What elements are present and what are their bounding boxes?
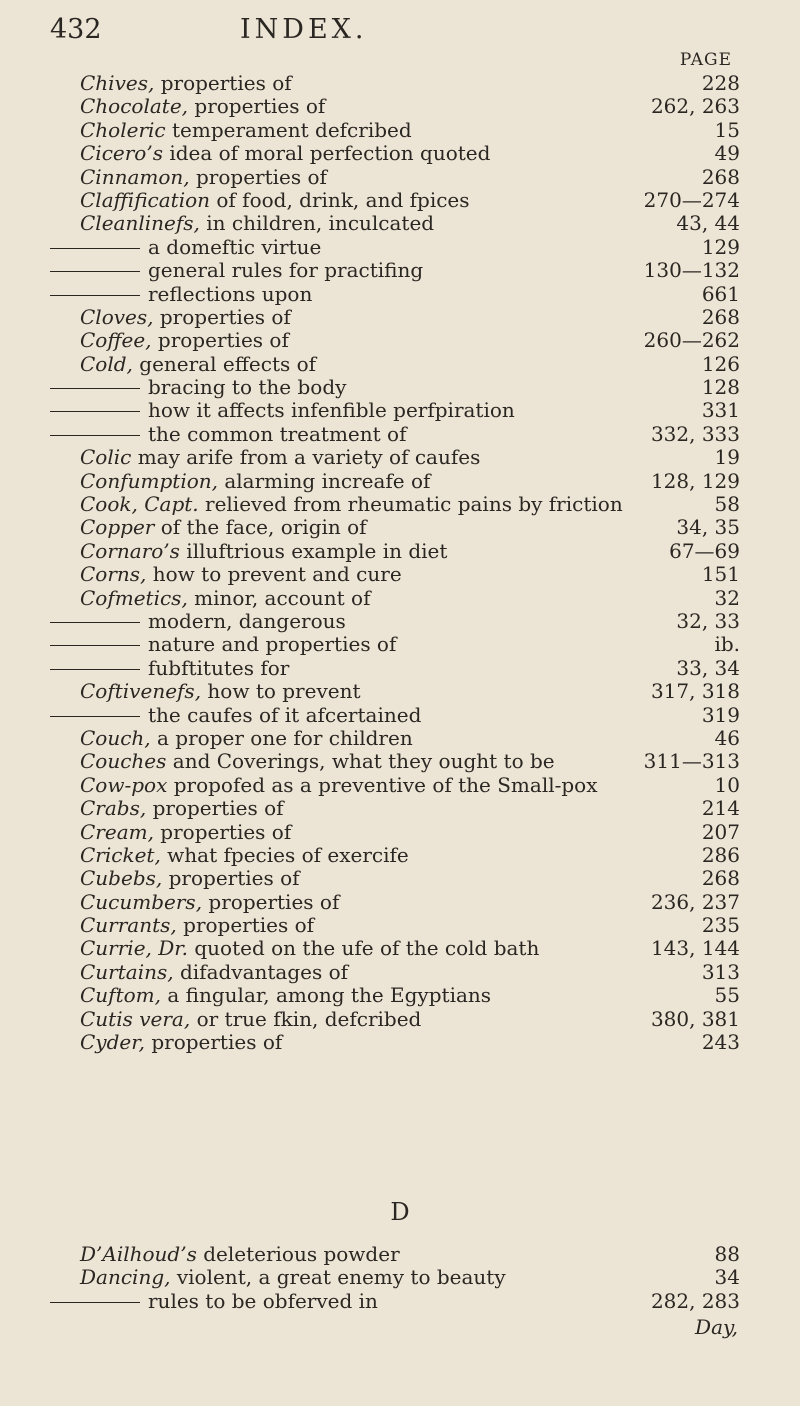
entry-text: properties of: [144, 1030, 283, 1055]
entry-page: ib.: [714, 632, 740, 657]
index-entry: [0, 1008, 800, 1031]
entry-text: a fingular, among the Egyptians: [161, 983, 492, 1008]
entry-text: or true fkin, defcribed: [190, 1006, 422, 1031]
entry-text: properties of: [154, 71, 292, 95]
entry-heading: Couches: [80, 749, 167, 774]
entry-text: bracing to the body: [148, 375, 347, 400]
entry-page: 207: [701, 819, 740, 844]
entry-label: [80, 470, 430, 493]
index-entries-d: [0, 1243, 800, 1313]
entry-text: and Coverings, what they ought to be: [166, 749, 555, 774]
entry-page: 661: [701, 281, 740, 306]
entry-heading: Cicero’s: [80, 141, 163, 166]
entry-text: nature and properties of: [148, 632, 397, 657]
entry-heading: Cutis vera,: [80, 1006, 191, 1031]
entry-page: 128, 129: [650, 468, 740, 493]
page-number: 432: [50, 14, 102, 45]
entry-heading: Curtains,: [80, 959, 174, 984]
entry-text: the common treatment of: [148, 421, 407, 446]
entry-page: 243: [701, 1030, 740, 1055]
entry-page: 34, 35: [676, 515, 740, 540]
index-entry: [0, 212, 800, 235]
entry-label: [80, 961, 348, 984]
entry-heading: Cuftom,: [80, 983, 161, 1008]
ditto-rule: [50, 716, 140, 717]
index-entry: [0, 423, 800, 446]
entry-heading: Chives,: [80, 71, 155, 95]
index-entry: [0, 470, 800, 493]
entry-text: temperament defcribed: [165, 117, 412, 142]
entry-page: 268: [701, 164, 740, 189]
index-entry: [0, 1243, 800, 1266]
entry-text: how it affects infenfible perfpiration: [148, 398, 515, 423]
entry-label: [80, 727, 413, 750]
entry-heading: Claffification: [80, 187, 211, 212]
entry-text: idea of moral perfection quoted: [162, 141, 491, 166]
index-entry: [0, 259, 800, 282]
entry-label: [80, 563, 402, 586]
entry-page: 129: [701, 234, 740, 259]
entry-text: of food, drink, and fpices: [210, 187, 470, 212]
entry-label: [80, 119, 412, 142]
entry-label: [148, 259, 423, 282]
entry-page: 262, 263: [650, 94, 740, 119]
entry-text: the caufes of it afcertained: [148, 702, 422, 727]
entry-text: properties of: [153, 304, 291, 329]
page-header: [50, 10, 740, 50]
ditto-rule: [50, 622, 140, 623]
entry-page: 67—69: [669, 538, 740, 563]
entry-text: a domeftic virtue: [148, 234, 322, 259]
index-entry: [0, 446, 800, 469]
entry-label: [80, 680, 361, 703]
ditto-rule: [50, 435, 140, 436]
entry-text: relieved from rheumatic pains by friction: [198, 492, 623, 517]
entry-text: quoted on the ufe of the cold bath: [188, 936, 540, 961]
entry-label: [80, 446, 480, 469]
entry-label: [80, 516, 367, 539]
index-entry: [0, 329, 800, 352]
entry-label: [80, 212, 434, 235]
index-entry: [0, 914, 800, 937]
entry-heading: Crabs,: [80, 796, 147, 821]
entry-text: what fpecies of exercife: [160, 842, 409, 867]
entry-heading: Cook, Capt.: [80, 492, 199, 517]
entry-page: 88: [714, 1242, 740, 1266]
entry-page: 15: [714, 117, 740, 142]
entry-label: [80, 984, 491, 1007]
entry-label: [148, 704, 421, 727]
index-entry: [0, 142, 800, 165]
entry-heading: Couch,: [80, 725, 151, 750]
entry-text: how to prevent and cure: [146, 562, 402, 587]
entry-heading: Cinnamon,: [80, 164, 190, 189]
entry-label: [148, 1290, 378, 1313]
entry-heading: Colic: [80, 445, 132, 470]
ditto-rule: [50, 645, 140, 646]
entry-label: [148, 423, 406, 446]
entry-page: 270—274: [643, 187, 740, 212]
entry-heading: Cofmetics,: [80, 585, 188, 610]
index-entry: [0, 493, 800, 516]
entry-text: in children, inculcated: [199, 211, 435, 236]
entry-label: [80, 1266, 506, 1289]
entry-text: rules to be obferved in: [148, 1288, 378, 1313]
entry-label: [80, 189, 470, 212]
entry-heading: Cream,: [80, 819, 154, 844]
entry-label: [80, 774, 598, 797]
index-entry: [0, 984, 800, 1007]
entry-text: violent, a great enemy to beauty: [170, 1265, 506, 1290]
entry-heading: Cleanlinefs,: [80, 211, 200, 236]
entry-page: 126: [701, 351, 740, 376]
index-entry: [0, 961, 800, 984]
entry-text: properties of: [189, 164, 327, 189]
entry-text: minor, account of: [187, 585, 371, 610]
entry-label: [80, 306, 291, 329]
running-title: INDEX.: [240, 14, 368, 45]
entry-text: properties of: [146, 796, 284, 821]
index-entry: [0, 236, 800, 259]
index-entry: [0, 189, 800, 212]
entry-text: difadvantages of: [173, 959, 349, 984]
entry-label: [80, 797, 284, 820]
entry-page: 268: [701, 866, 740, 891]
index-entry: [0, 844, 800, 867]
entry-page: 268: [701, 304, 740, 329]
entry-page: 313: [701, 959, 740, 984]
entry-page: 332, 333: [650, 421, 740, 446]
entry-text: modern, dangerous: [148, 608, 346, 633]
index-entry: [0, 774, 800, 797]
index-entry: [0, 821, 800, 844]
entry-page: 260—262: [643, 328, 740, 353]
index-entry: [0, 680, 800, 703]
index-entry: [0, 95, 800, 118]
entry-label: [80, 142, 490, 165]
entry-text: how to prevent: [201, 679, 361, 704]
entry-label: [80, 353, 316, 376]
index-entry: [0, 727, 800, 750]
index-entry: [0, 937, 800, 960]
entry-page: 311—313: [643, 749, 740, 774]
catchword: Day,: [695, 1315, 738, 1339]
index-entry: [0, 704, 800, 727]
entry-page: 151: [701, 562, 740, 587]
entry-label: [148, 657, 289, 680]
index-entry: [0, 119, 800, 142]
entry-heading: Confumption,: [80, 468, 218, 493]
entry-label: [80, 72, 292, 95]
entry-text: properties of: [202, 889, 340, 914]
entry-heading: Coftivenefs,: [80, 679, 202, 704]
entry-heading: D’Ailhoud’s: [80, 1242, 197, 1266]
entry-page: 282, 283: [650, 1288, 740, 1313]
index-entry: [0, 563, 800, 586]
entry-page: 130—132: [643, 258, 740, 283]
entry-page: 49: [714, 141, 740, 166]
entry-heading: Cold,: [80, 351, 133, 376]
entry-page: 286: [701, 842, 740, 867]
index-entry: [0, 797, 800, 820]
index-entry: [0, 891, 800, 914]
entry-page: 380, 381: [650, 1006, 740, 1031]
entry-heading: Currie, Dr.: [80, 936, 189, 961]
index-entry: [0, 867, 800, 890]
entry-heading: Copper: [80, 515, 155, 540]
page-column-heading: PAGE: [679, 50, 732, 70]
entry-heading: Choleric: [80, 117, 166, 142]
entry-page: 128: [701, 375, 740, 400]
index-entry: [0, 610, 800, 633]
entry-label: [148, 610, 346, 633]
entry-text: properties of: [153, 819, 292, 844]
ditto-rule: [50, 271, 140, 272]
entry-label: [80, 1008, 421, 1031]
ditto-rule: [50, 669, 140, 670]
entry-label: [148, 633, 396, 656]
entry-page: 319: [701, 702, 740, 727]
ditto-rule: [50, 411, 140, 412]
entry-label: [148, 399, 515, 422]
entry-page: 331: [701, 398, 740, 423]
entry-page: 236, 237: [650, 889, 740, 914]
entry-text: deleterious powder: [196, 1242, 400, 1266]
entry-label: [80, 1243, 400, 1266]
index-entry: [0, 587, 800, 610]
entry-page: 34: [714, 1265, 740, 1290]
index-entry: [0, 283, 800, 306]
index-entry: [0, 1290, 800, 1313]
entry-text: a proper one for children: [150, 725, 413, 750]
entry-label: [80, 329, 289, 352]
entry-heading: Currants,: [80, 913, 177, 938]
index-entry: [0, 399, 800, 422]
entry-heading: Cucumbers,: [80, 889, 203, 914]
entry-text: general effects of: [132, 351, 317, 376]
entry-text: alarming increafe of: [218, 468, 431, 493]
entry-heading: Dancing,: [80, 1265, 171, 1290]
entry-page: 43, 44: [676, 211, 740, 236]
entry-label: [148, 376, 346, 399]
entry-heading: Chocolate,: [80, 94, 189, 119]
entry-label: [80, 914, 314, 937]
entry-page: 317, 318: [650, 679, 740, 704]
entry-label: [148, 236, 321, 259]
entry-page: 143, 144: [650, 936, 740, 961]
entry-text: properties of: [188, 94, 326, 119]
entry-page: 46: [714, 725, 740, 750]
index-entry: [0, 657, 800, 680]
entry-label: [80, 750, 555, 773]
index-entry: [0, 353, 800, 376]
entry-heading: Cubebs,: [80, 866, 163, 891]
entry-text: properties of: [176, 913, 315, 938]
entry-page: 235: [701, 913, 740, 938]
entry-text: of the face, origin of: [154, 515, 367, 540]
index-entry: [0, 540, 800, 563]
entry-text: reflections upon: [148, 281, 313, 306]
entry-page: 32: [714, 585, 740, 610]
section-letter: D: [390, 1198, 410, 1226]
index-entry: [0, 376, 800, 399]
entry-page: 55: [714, 983, 740, 1008]
entry-heading: Corns,: [80, 562, 147, 587]
index-entry: [0, 1031, 800, 1054]
entry-page: 228: [701, 71, 740, 95]
entry-heading: Cyder,: [80, 1030, 145, 1055]
entry-label: [80, 166, 327, 189]
entry-heading: Coffee,: [80, 328, 152, 353]
entry-label: [80, 95, 325, 118]
entry-text: general rules for practifing: [148, 258, 424, 283]
entry-text: properties of: [151, 328, 289, 353]
index-entries-c: [0, 72, 800, 1054]
entry-label: [80, 493, 623, 516]
entry-label: [80, 937, 539, 960]
index-entry: [0, 1266, 800, 1289]
ditto-rule: [50, 295, 140, 296]
entry-label: [80, 867, 300, 890]
entry-text: may arife from a variety of caufes: [131, 445, 481, 470]
entry-page: 58: [714, 492, 740, 517]
index-entry: [0, 633, 800, 656]
entry-text: properties of: [162, 866, 300, 891]
entry-label: [80, 587, 371, 610]
entry-text: fubftitutes for: [148, 655, 290, 680]
entry-label: [80, 891, 339, 914]
entry-label: [80, 540, 447, 563]
ditto-rule: [50, 388, 140, 389]
entry-heading: Cloves,: [80, 304, 154, 329]
entry-label: [80, 1031, 282, 1054]
ditto-rule: [50, 248, 140, 249]
index-entry: [0, 72, 800, 95]
entry-text: illuftrious example in diet: [179, 538, 448, 563]
entry-heading: Cow-pox: [80, 772, 168, 797]
index-entry: [0, 750, 800, 773]
index-entry: [0, 516, 800, 539]
entry-label: [80, 844, 409, 867]
ditto-rule: [50, 1302, 140, 1303]
entry-page: 33, 34: [676, 655, 740, 680]
entry-label: [80, 821, 291, 844]
entry-text: propofed as a preventive of the Small-pox: [167, 772, 598, 797]
index-entry: [0, 306, 800, 329]
entry-heading: Cornaro’s: [80, 538, 180, 563]
entry-heading: Cricket,: [80, 842, 161, 867]
entry-page: 10: [714, 772, 740, 797]
index-entry: [0, 166, 800, 189]
entry-label: [148, 283, 312, 306]
entry-page: 214: [701, 796, 740, 821]
entry-page: 19: [714, 445, 740, 470]
entry-page: 32, 33: [676, 608, 740, 633]
